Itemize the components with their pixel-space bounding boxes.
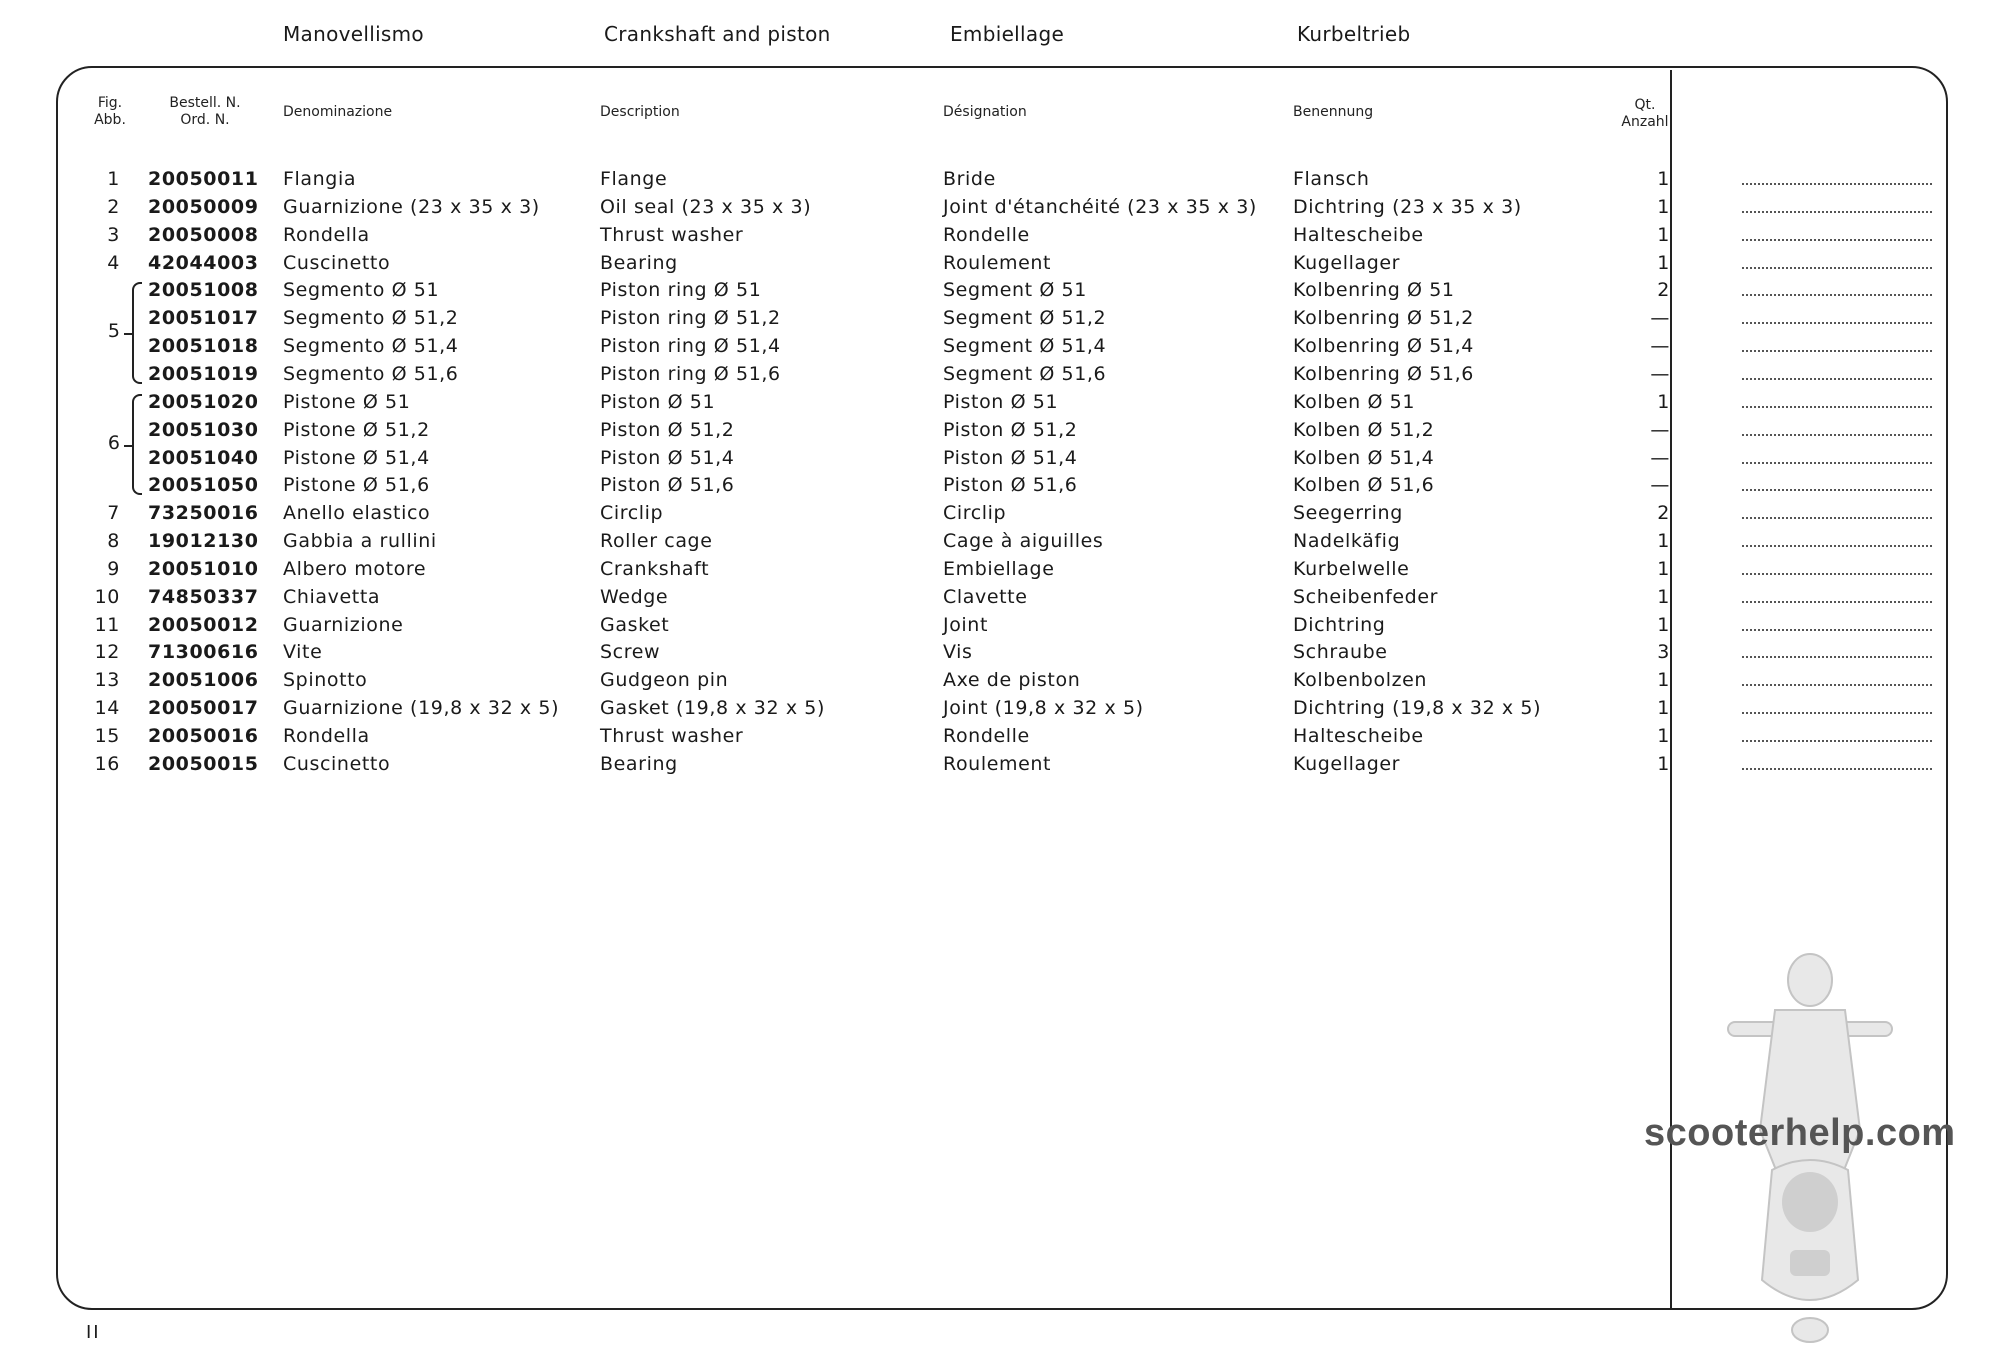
figure-number-cell: 4: [107, 251, 120, 274]
quantity-cell: 1: [1657, 251, 1670, 274]
notes-blank-line: [1742, 392, 1932, 408]
notes-blank-line: [1742, 642, 1932, 658]
german-name-cell: Kolbenring Ø 51: [1293, 279, 1455, 302]
table-row: [0, 695, 2000, 722]
quantity-cell: —: [1650, 474, 1670, 497]
order-number-cell: 20050012: [148, 613, 259, 636]
english-name-cell: Piston ring Ø 51,2: [600, 307, 781, 330]
english-name-cell: Bearing: [600, 251, 678, 274]
french-name-cell: Joint: [943, 613, 988, 636]
quantity-cell: 1: [1657, 697, 1670, 720]
quantity-cell: 1: [1657, 669, 1670, 692]
french-name-cell: Segment Ø 51: [943, 279, 1087, 302]
table-row: [0, 389, 2000, 416]
french-name-cell: Roulement: [943, 752, 1052, 775]
header-order-line2: Ord. N.: [180, 112, 230, 128]
english-name-cell: Wedge: [600, 585, 669, 608]
header-order-line1: Bestell. N.: [169, 95, 241, 111]
english-name-cell: Piston Ø 51: [600, 390, 716, 413]
group-brace: [132, 394, 142, 495]
section-title-german: Kurbeltrieb: [1297, 22, 1411, 46]
german-name-cell: Kolben Ø 51,2: [1293, 418, 1435, 441]
italian-name-cell: Segmento Ø 51,4: [283, 335, 459, 358]
notes-blank-line: [1742, 754, 1932, 770]
german-name-cell: Kolbenring Ø 51,6: [1293, 362, 1474, 385]
german-name-cell: Kolben Ø 51,4: [1293, 446, 1435, 469]
table-row: [0, 500, 2000, 527]
group-figure-number: 5: [107, 320, 120, 343]
order-number-cell: 20050015: [148, 752, 259, 775]
german-name-cell: Kugellager: [1293, 251, 1401, 274]
french-name-cell: Segment Ø 51,4: [943, 335, 1107, 358]
german-name-cell: Nadelkäfig: [1293, 530, 1401, 553]
notes-blank-line: [1742, 336, 1932, 352]
section-title-english: Crankshaft and piston: [604, 22, 831, 46]
notes-blank-line: [1742, 448, 1932, 464]
table-row: [0, 556, 2000, 583]
french-name-cell: Vis: [943, 641, 973, 664]
german-name-cell: Kolben Ø 51: [1293, 390, 1416, 413]
german-name-cell: Scheibenfeder: [1293, 585, 1439, 608]
table-row: [0, 277, 2000, 304]
order-number-cell: 20050011: [148, 168, 259, 190]
quantity-cell: —: [1650, 362, 1670, 385]
header-fig-line1: Fig.: [97, 95, 123, 111]
english-name-cell: Roller cage: [600, 530, 713, 553]
french-name-cell: Cage à aiguilles: [943, 530, 1104, 553]
table-row: [0, 305, 2000, 332]
german-name-cell: Kolben Ø 51,6: [1293, 474, 1435, 497]
notes-blank-line: [1742, 475, 1932, 491]
italian-name-cell: Chiavetta: [283, 585, 381, 608]
quantity-cell: 1: [1657, 223, 1670, 246]
table-row: [0, 723, 2000, 750]
quantity-cell: 2: [1657, 279, 1670, 302]
table-row: [0, 194, 2000, 221]
header-order-number: [150, 95, 260, 129]
header-fig: [80, 95, 140, 129]
italian-name-cell: Pistone Ø 51: [283, 390, 411, 413]
notes-blank-line: [1742, 280, 1932, 296]
italian-name-cell: Guarnizione: [283, 613, 404, 636]
notes-blank-line: [1742, 503, 1932, 519]
order-number-cell: 73250016: [148, 502, 259, 525]
notes-blank-line: [1742, 420, 1932, 436]
notes-blank-line: [1742, 225, 1932, 241]
quantity-cell: 2: [1657, 502, 1670, 525]
notes-blank-line: [1742, 169, 1932, 185]
italian-name-cell: Segmento Ø 51,2: [283, 307, 459, 330]
german-name-cell: Kugellager: [1293, 752, 1401, 775]
order-number-cell: 19012130: [148, 530, 259, 553]
order-number-cell: 20050016: [148, 725, 259, 747]
table-row: [0, 166, 2000, 193]
italian-name-cell: Spinotto: [283, 669, 368, 692]
figure-number-cell: 12: [94, 641, 120, 664]
order-number-cell: 20051019: [148, 362, 259, 385]
figure-number-cell: 15: [94, 725, 120, 747]
english-name-cell: Flange: [600, 168, 668, 190]
figure-number-cell: 2: [107, 195, 120, 218]
german-name-cell: Kolbenbolzen: [1293, 669, 1428, 692]
german-name-cell: Dichtring: [1293, 613, 1386, 636]
figure-number-cell: 1: [107, 168, 120, 190]
table-row: [0, 639, 2000, 666]
french-name-cell: Piston Ø 51,4: [943, 446, 1078, 469]
german-name-cell: Schraube: [1293, 641, 1388, 664]
table-row: [0, 222, 2000, 249]
figure-number-cell: 8: [107, 530, 120, 553]
italian-name-cell: Guarnizione (19,8 x 32 x 5): [283, 697, 560, 720]
figure-number-cell: 11: [94, 613, 120, 636]
italian-name-cell: Cuscinetto: [283, 251, 391, 274]
french-name-cell: Rondelle: [943, 725, 1030, 747]
order-number-cell: 20051040: [148, 446, 259, 469]
german-name-cell: Kolbenring Ø 51,2: [1293, 307, 1474, 330]
english-name-cell: Piston Ø 51,2: [600, 418, 735, 441]
table-row: [0, 612, 2000, 639]
french-name-cell: Piston Ø 51,2: [943, 418, 1078, 441]
order-number-cell: 20051008: [148, 279, 259, 302]
header-quantity: [1610, 97, 1680, 131]
table-row: [0, 417, 2000, 444]
order-number-cell: 42044003: [148, 251, 259, 274]
quantity-cell: 1: [1657, 168, 1670, 190]
quantity-cell: 1: [1657, 752, 1670, 775]
table-row: [0, 361, 2000, 388]
quantity-cell: —: [1650, 446, 1670, 469]
italian-name-cell: Vite: [283, 641, 323, 664]
french-name-cell: Rondelle: [943, 223, 1030, 246]
french-name-cell: Joint (19,8 x 32 x 5): [943, 697, 1144, 720]
french-name-cell: Roulement: [943, 251, 1052, 274]
header-benennung: Benennung: [1293, 104, 1374, 120]
header-qty-line1: Qt.: [1634, 97, 1656, 113]
order-number-cell: 20051050: [148, 474, 259, 497]
italian-name-cell: Albero motore: [283, 557, 427, 580]
italian-name-cell: Anello elastico: [283, 502, 431, 525]
english-name-cell: Screw: [600, 641, 661, 664]
table-row: [0, 333, 2000, 360]
quantity-cell: 1: [1657, 530, 1670, 553]
french-name-cell: Piston Ø 51,6: [943, 474, 1078, 497]
notes-blank-line: [1742, 308, 1932, 324]
german-name-cell: Seegerring: [1293, 502, 1403, 525]
order-number-cell: 20050017: [148, 697, 259, 720]
english-name-cell: Gasket (19,8 x 32 x 5): [600, 697, 826, 720]
notes-blank-line: [1742, 726, 1932, 742]
english-name-cell: Piston ring Ø 51,4: [600, 335, 781, 358]
quantity-cell: 1: [1657, 390, 1670, 413]
group-brace: [132, 282, 142, 383]
figure-number-cell: 7: [107, 502, 120, 525]
english-name-cell: Crankshaft: [600, 557, 710, 580]
order-number-cell: 71300616: [148, 641, 259, 664]
notes-blank-line: [1742, 698, 1932, 714]
group-figure-number: 6: [107, 431, 120, 454]
quantity-cell: 1: [1657, 613, 1670, 636]
header-fig-line2: Abb.: [94, 112, 126, 128]
italian-name-cell: Pistone Ø 51,6: [283, 474, 430, 497]
table-row: [0, 528, 2000, 555]
italian-name-cell: Pistone Ø 51,4: [283, 446, 430, 469]
german-name-cell: Kolbenring Ø 51,4: [1293, 335, 1474, 358]
notes-blank-line: [1742, 670, 1932, 686]
quantity-cell: 1: [1657, 585, 1670, 608]
table-row: [0, 472, 2000, 499]
italian-name-cell: Rondella: [283, 223, 370, 246]
italian-name-cell: Gabbia a rullini: [283, 530, 437, 553]
notes-blank-line: [1742, 197, 1932, 213]
german-name-cell: Dichtring (19,8 x 32 x 5): [1293, 697, 1542, 720]
italian-name-cell: Cuscinetto: [283, 752, 391, 775]
notes-blank-line: [1742, 364, 1932, 380]
page-number: II: [86, 1322, 101, 1343]
figure-number-cell: 13: [94, 669, 120, 692]
quantity-cell: 1: [1657, 725, 1670, 747]
order-number-cell: 20051017: [148, 307, 259, 330]
order-number-cell: 74850337: [148, 585, 259, 608]
french-name-cell: Segment Ø 51,2: [943, 307, 1107, 330]
figure-number-cell: 10: [94, 585, 120, 608]
german-name-cell: Haltescheibe: [1293, 725, 1424, 747]
figure-number-cell: 14: [94, 697, 120, 720]
order-number-cell: 20051030: [148, 418, 259, 441]
english-name-cell: Piston Ø 51,6: [600, 474, 735, 497]
table-row: [0, 584, 2000, 611]
quantity-cell: 1: [1657, 557, 1670, 580]
english-name-cell: Bearing: [600, 752, 678, 775]
english-name-cell: Piston ring Ø 51: [600, 279, 762, 302]
order-number-cell: 20050008: [148, 223, 259, 246]
french-name-cell: Joint d'étanchéité (23 x 35 x 3): [943, 195, 1257, 218]
notes-blank-line: [1742, 253, 1932, 269]
english-name-cell: Thrust washer: [600, 725, 744, 747]
header-description: Description: [600, 104, 680, 120]
french-name-cell: Segment Ø 51,6: [943, 362, 1107, 385]
table-row: [0, 667, 2000, 694]
german-name-cell: Dichtring (23 x 35 x 3): [1293, 195, 1522, 218]
section-title-italian: Manovellismo: [283, 22, 424, 46]
french-name-cell: Bride: [943, 168, 996, 190]
quantity-cell: —: [1650, 307, 1670, 330]
italian-name-cell: Guarnizione (23 x 35 x 3): [283, 195, 540, 218]
french-name-cell: Piston Ø 51: [943, 390, 1059, 413]
english-name-cell: Oil seal (23 x 35 x 3): [600, 195, 812, 218]
english-name-cell: Piston Ø 51,4: [600, 446, 735, 469]
section-title-french: Embiellage: [950, 22, 1065, 46]
french-name-cell: Circlip: [943, 502, 1007, 525]
header-denominazione: Denominazione: [283, 104, 393, 120]
quantity-cell: 1: [1657, 195, 1670, 218]
english-name-cell: Gudgeon pin: [600, 669, 729, 692]
quantity-cell: 3: [1657, 641, 1670, 664]
group-brace-tip: [124, 445, 132, 447]
french-name-cell: Axe de piston: [943, 669, 1081, 692]
order-number-cell: 20051018: [148, 335, 259, 358]
english-name-cell: Piston ring Ø 51,6: [600, 362, 781, 385]
notes-blank-line: [1742, 559, 1932, 575]
watermark-text: scooterhelp.com: [1644, 1112, 1956, 1154]
german-name-cell: Haltescheibe: [1293, 223, 1424, 246]
italian-name-cell: Rondella: [283, 725, 370, 747]
quantity-cell: —: [1650, 335, 1670, 358]
table-row: [0, 445, 2000, 472]
notes-blank-line: [1742, 587, 1932, 603]
order-number-cell: 20051006: [148, 669, 259, 692]
group-brace-tip: [124, 333, 132, 335]
figure-number-cell: 9: [107, 557, 120, 580]
french-name-cell: Embiellage: [943, 557, 1055, 580]
quantity-cell: —: [1650, 418, 1670, 441]
english-name-cell: Gasket: [600, 613, 670, 636]
italian-name-cell: Flangia: [283, 168, 357, 190]
italian-name-cell: Segmento Ø 51: [283, 279, 440, 302]
french-name-cell: Clavette: [943, 585, 1028, 608]
english-name-cell: Circlip: [600, 502, 664, 525]
german-name-cell: Flansch: [1293, 168, 1370, 190]
header-qty-line2: Anzahl: [1621, 114, 1669, 130]
order-number-cell: 20050009: [148, 195, 259, 218]
figure-number-cell: 16: [94, 752, 120, 775]
table-row: [0, 751, 2000, 778]
notes-blank-line: [1742, 531, 1932, 547]
order-number-cell: 20051020: [148, 390, 259, 413]
header-designation: Désignation: [943, 104, 1027, 120]
order-number-cell: 20051010: [148, 557, 259, 580]
figure-number-cell: 3: [107, 223, 120, 246]
notes-blank-line: [1742, 615, 1932, 631]
italian-name-cell: Pistone Ø 51,2: [283, 418, 430, 441]
german-name-cell: Kurbelwelle: [1293, 557, 1410, 580]
italian-name-cell: Segmento Ø 51,6: [283, 362, 459, 385]
english-name-cell: Thrust washer: [600, 223, 744, 246]
table-row: [0, 250, 2000, 277]
